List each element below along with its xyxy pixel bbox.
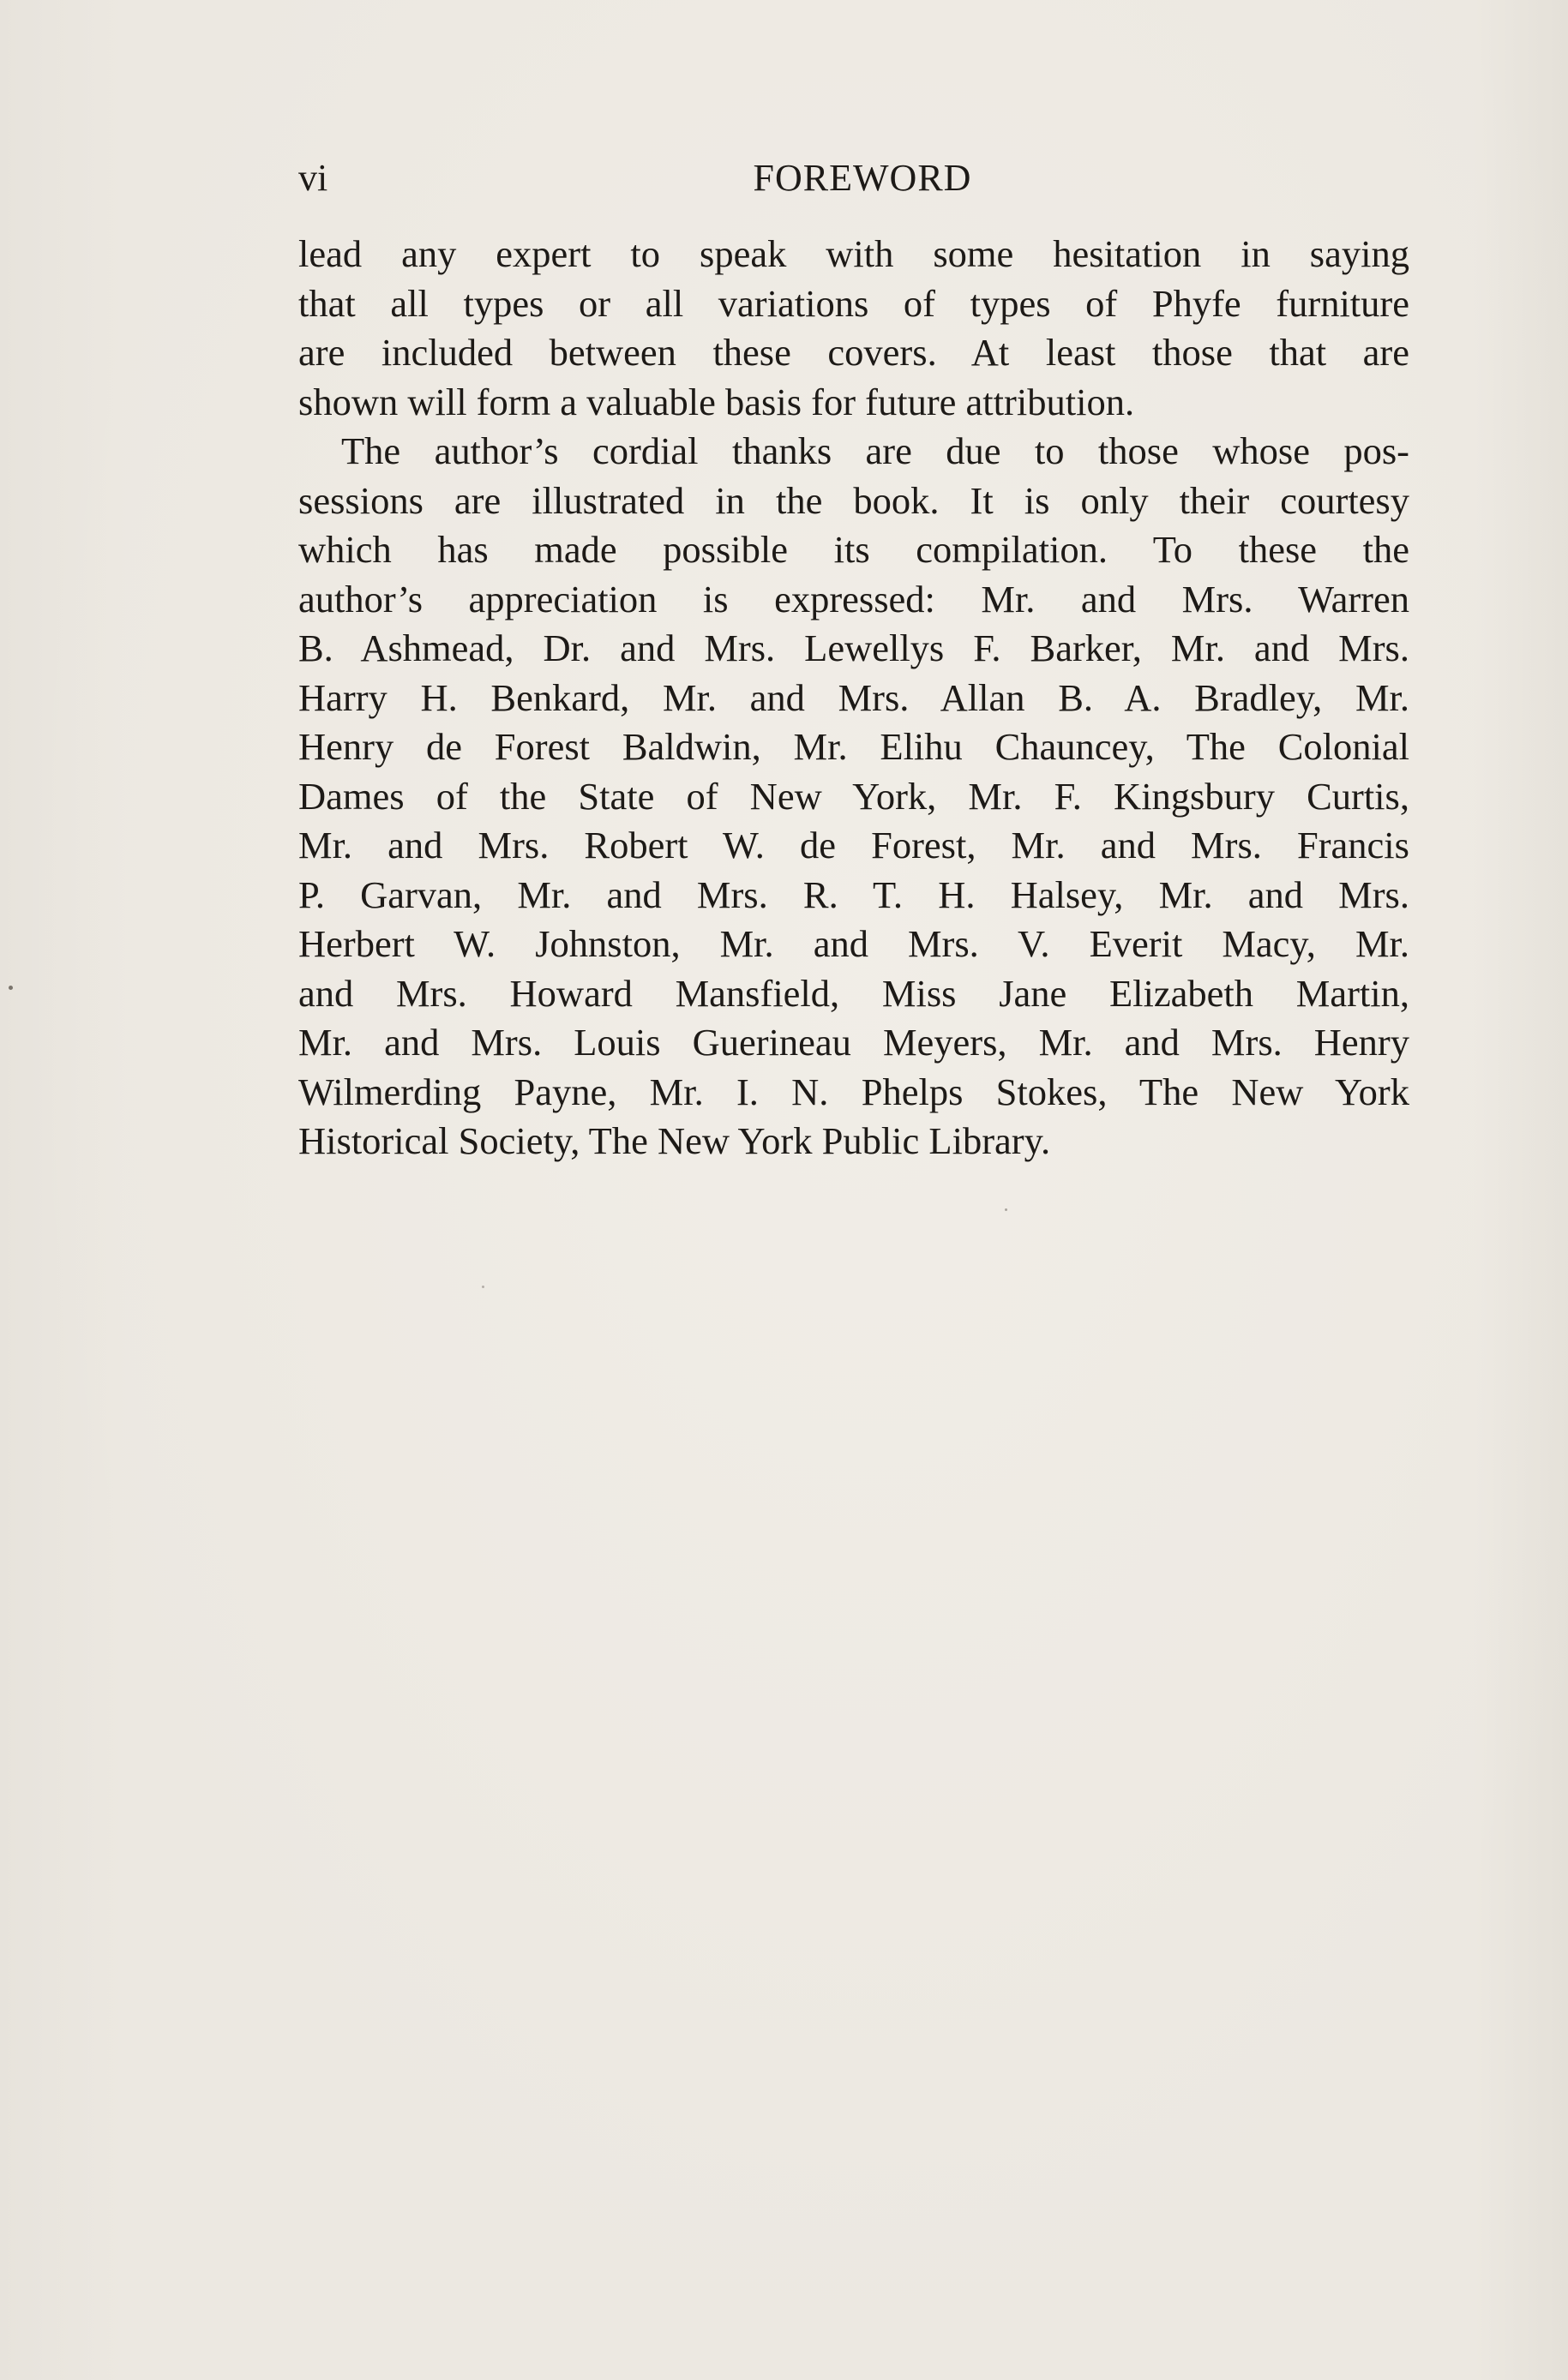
text-line: lead any expert to speak with some hesitation in saying <box>298 232 1409 275</box>
paragraph-2 <box>298 427 1409 1166</box>
text-line: Mr. and Mrs. Louis Guerineau Meyers, Mr. and Mrs. Henry <box>298 1021 1409 1064</box>
paragraph-1 <box>298 230 1409 427</box>
body-text <box>298 230 1409 1166</box>
text-line: author’s appreciation is expressed: Mr. and Mrs. Warren <box>298 577 1409 620</box>
text-line: are included between these covers. At least those that are <box>298 331 1409 374</box>
text-line: Dames of the State of New York, Mr. F. Kingsbury Curtis, <box>298 774 1409 818</box>
text-line: Herbert W. Johnston, Mr. and Mrs. V. Everit Macy, Mr. <box>298 922 1409 965</box>
text-line: Mr. and Mrs. Robert W. de Forest, Mr. and Mrs. Francis <box>298 824 1409 866</box>
text-line: Wilmerding Payne, Mr. I. N. Phelps Stokes, The New York <box>298 1070 1409 1113</box>
text-line: The author’s cordial thanks are due to those whose pos- <box>341 429 1409 472</box>
text-line: P. Garvan, Mr. and Mrs. R. T. H. Halsey, Mr. and Mrs. <box>298 872 1409 916</box>
paper-speck <box>482 1286 484 1288</box>
text-line: sessions are illustrated in the book. It is only their courtesy <box>298 478 1409 522</box>
text-line: that all types or all variations of types of Phyfe furniture <box>298 281 1409 325</box>
text-line: which has made possible its compilation. To these the <box>298 528 1409 571</box>
page-number: vi <box>298 157 328 199</box>
running-head <box>298 153 1409 204</box>
running-head-title: FOREWORD <box>753 157 972 199</box>
text-line: B. Ashmead, Dr. and Mrs. Lewellys F. Barker, Mr. and Mrs. <box>298 626 1409 669</box>
text-line: shown will form a valuable basis for future attribution. <box>298 380 1135 423</box>
text-line: Historical Society, The New York Public Library. <box>298 1119 1051 1162</box>
paper-speck <box>1005 1208 1007 1211</box>
text-line: Harry H. Benkard, Mr. and Mrs. Allan B. A. Bradley, Mr. <box>298 675 1409 719</box>
text-line: Henry de Forest Baldwin, Mr. Elihu Chauncey, The Colonial <box>298 725 1409 768</box>
paper-speck <box>9 986 13 990</box>
text-line: and Mrs. Howard Mansfield, Miss Jane Elizabeth Martin, <box>298 971 1409 1015</box>
